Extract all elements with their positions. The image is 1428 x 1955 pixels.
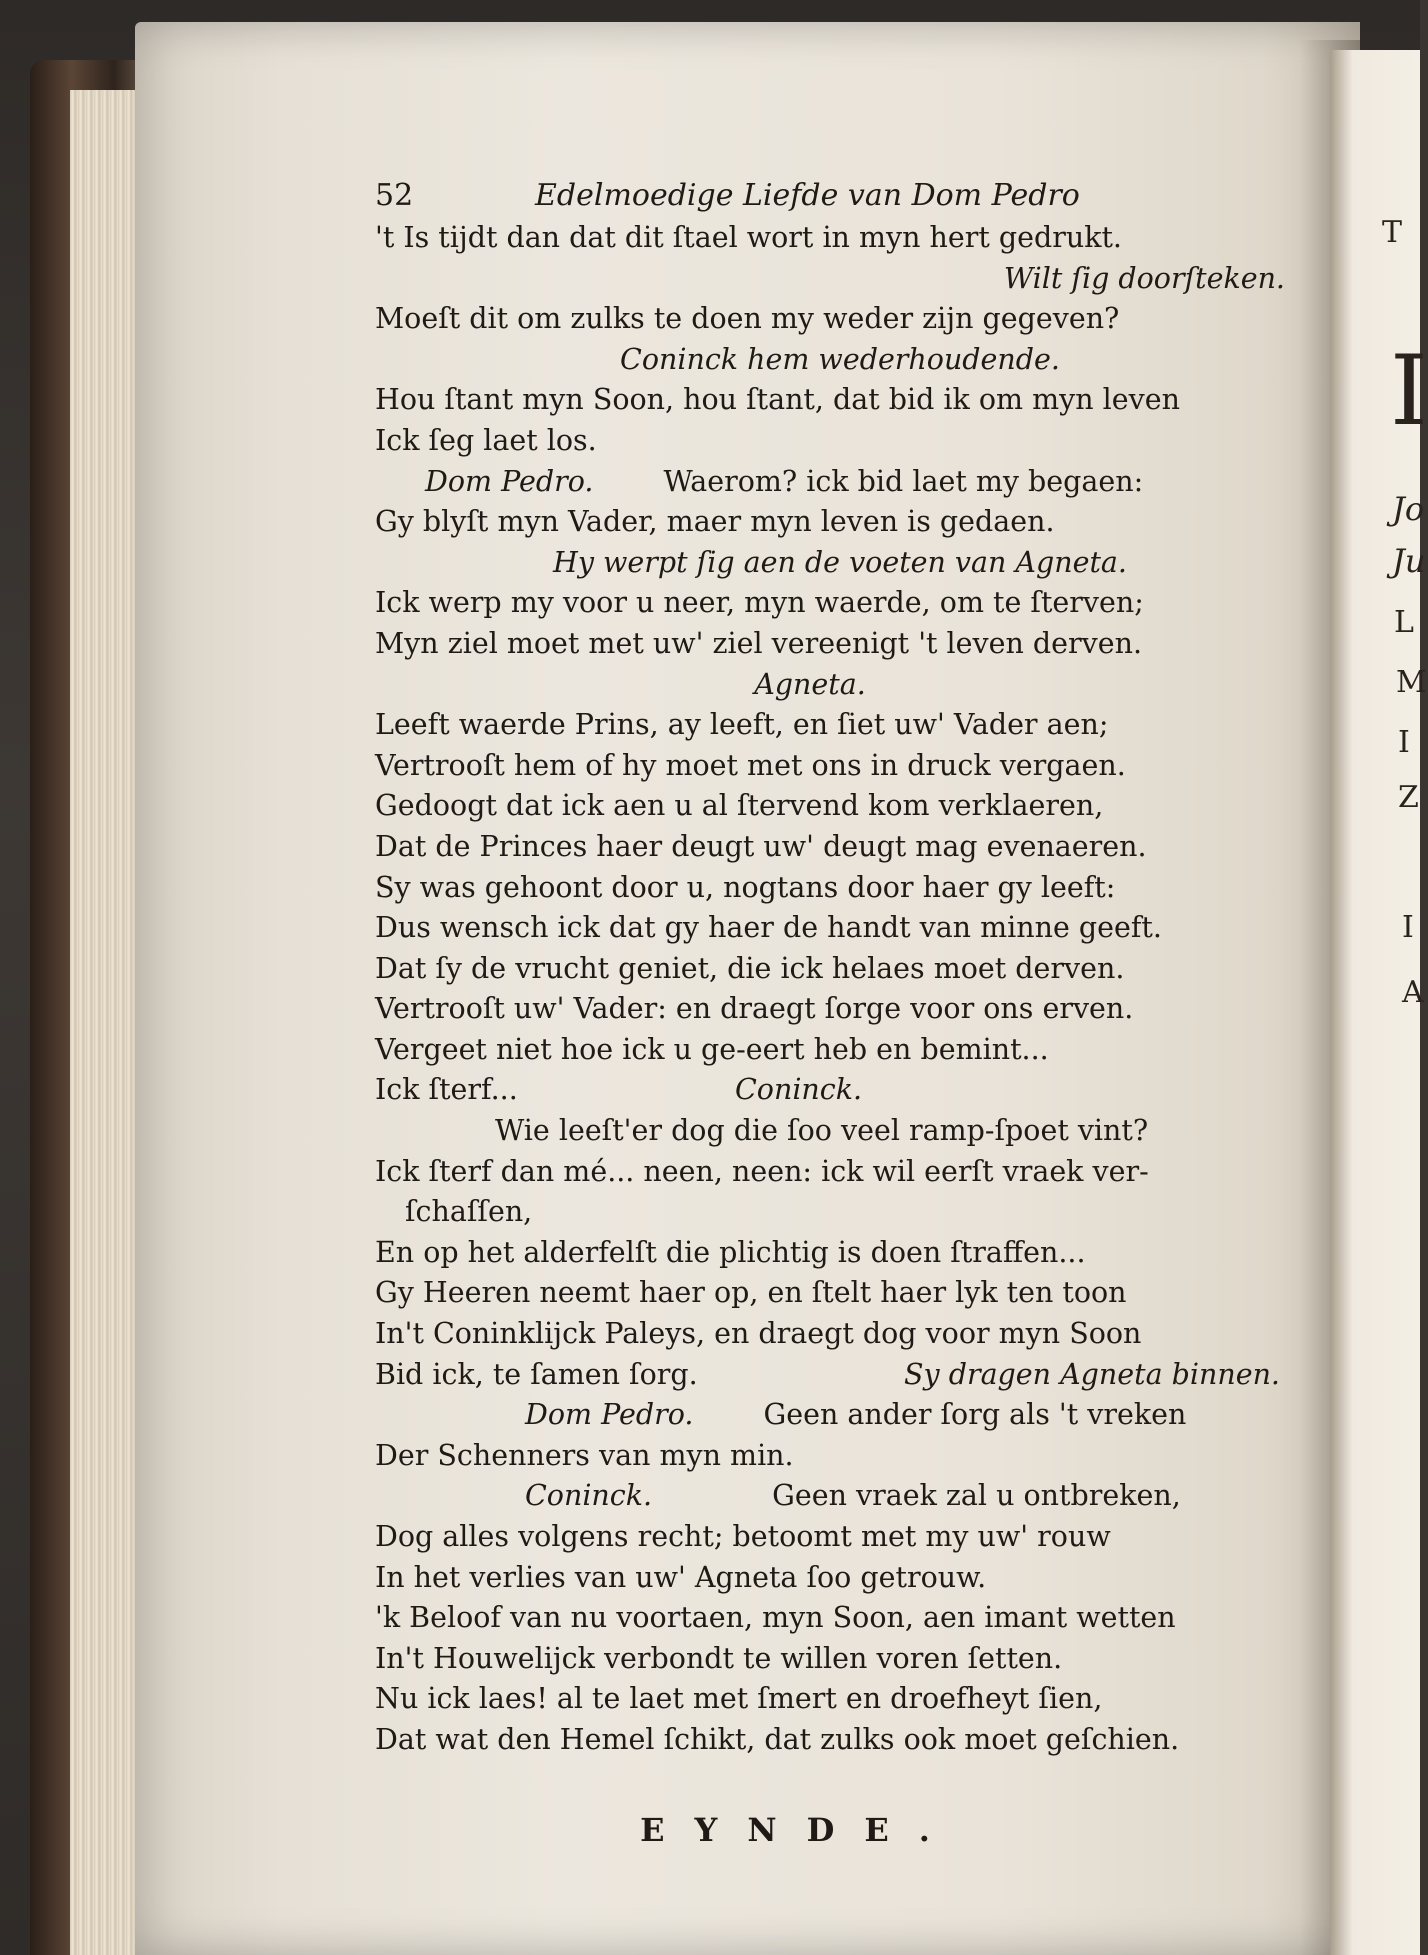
- speaker-name: Coninck.: [735, 1073, 863, 1107]
- facing-page: [1330, 50, 1428, 1955]
- verse-line: Sy was gehoont door u, nogtans door haer gy leeft:: [375, 870, 1116, 904]
- running-head: [375, 178, 1305, 218]
- facing-page-fragment: Z: [1398, 780, 1419, 815]
- verse-line: Vertrooſt uw' Vader: en draegt ſorge voor ons erven.: [375, 992, 1134, 1026]
- verse-text: Bid ick, te ſamen ſorg.: [375, 1357, 698, 1391]
- speaker-line: [375, 1395, 1305, 1436]
- verse-line: Gy blyſt myn Vader, maer myn leven is gedaen.: [375, 505, 1055, 539]
- facing-page-fragment: Ju: [1392, 542, 1426, 580]
- verse-text: Ick ſterf...: [375, 1073, 518, 1107]
- verse-line: Vergeet niet hoe ick u ge-eert heb en bemint...: [375, 1032, 1049, 1066]
- verse-line: Ick werp my voor u neer, myn waerde, om te ſterven;: [375, 586, 1144, 620]
- verse-line: 'k Beloof van nu voortaen, myn Soon, aen imant wetten: [375, 1601, 1176, 1635]
- verse-line: Dat wat den Hemel ſchikt, dat zulks ook moet geſchien.: [375, 1722, 1180, 1756]
- page-number: 52: [375, 178, 414, 213]
- verse-line: En op het alderfelſt die plichtig is doen ſtraffen...: [375, 1235, 1086, 1269]
- running-head-title: Edelmoedige Liefde van Dom Pedro: [535, 178, 1080, 213]
- facing-page-fragment: A: [1402, 975, 1424, 1010]
- verse-line: Dog alles volgens recht; betoomt met my uw' rouw: [375, 1520, 1111, 1553]
- stage-direction: Hy werpt ſig aen de voeten van Agneta.: [553, 545, 1127, 579]
- stage-direction: Sy dragen Agneta binnen.: [904, 1357, 1280, 1391]
- finis-mark: EYNDE.: [640, 1810, 960, 1849]
- verse-line: Dat de Princes haer deugt uw' deugt mag evenaeren.: [375, 829, 1147, 863]
- verse-line: Myn ziel moet met uw' ziel vereenigt 't leven derven.: [375, 626, 1143, 660]
- stage-direction: Coninck hem wederhoudende.: [620, 342, 1060, 376]
- verse-line: Leeft waerde Prins, ay leeft, en ſiet uw' Vader aen;: [375, 708, 1109, 742]
- verse-line: Ick ſterf dan mé... neen, neen: ick wil eerſt vraek ver-: [375, 1154, 1149, 1188]
- facing-page-fragment: T: [1382, 215, 1403, 250]
- facing-page-fragment: Jo: [1392, 490, 1425, 528]
- verse-text: Waerom? ick bid laet my begaen:: [663, 464, 1144, 498]
- verse-text: Geen vraek zal u ontbreken,: [772, 1479, 1181, 1513]
- verse-line: In het verlies van uw' Agneta ſoo getrouw.: [375, 1560, 987, 1594]
- verse-line: Wie leeſt'er dog die ſoo veel ramp-ſpoet vint?: [495, 1114, 1149, 1148]
- verse-line: Der Schenners van myn min.: [375, 1438, 794, 1472]
- facing-page-fragment: M: [1396, 665, 1427, 700]
- verse-line: Gy Heeren neemt haer op, en ſtelt haer lyk ten toon: [375, 1276, 1127, 1310]
- verse-line: Vertrooſt hem of hy moet met ons in druck vergaen.: [375, 748, 1126, 782]
- verse-text: Geen ander ſorg als 't vreken: [763, 1398, 1187, 1432]
- speaker-name: Coninck.: [525, 1479, 653, 1513]
- verse-line: Ick ſeg laet los.: [375, 423, 597, 457]
- verse-line: Gedoogt dat ick aen u al ſtervend kom verklaeren,: [375, 789, 1104, 823]
- speaker-name: Agneta.: [754, 667, 866, 701]
- verse-line: In't Houwelijck verbondt te willen voren ſetten.: [375, 1641, 1063, 1675]
- verse-with-speaker: [375, 1070, 1305, 1111]
- speaker-line: [375, 1476, 1305, 1517]
- verse-line: Dat ſy de vrucht geniet, die ick helaes moet derven.: [375, 951, 1125, 985]
- verse-line: ſchaſſen,: [405, 1195, 533, 1229]
- facing-page-fragment: I: [1390, 335, 1428, 447]
- verse-line: Nu ick laes! al te laet met ſmert en droefheyt ſien,: [375, 1682, 1103, 1716]
- verse-line: Moeſt dit om zulks te doen my weder zijn gegeven?: [375, 302, 1120, 336]
- verse-with-direction: [375, 1355, 1305, 1396]
- facing-page-fragment: L: [1394, 605, 1414, 640]
- stage-direction: Wilt ſig doorſteken.: [1003, 261, 1285, 295]
- page-text-block: [375, 178, 1305, 1849]
- speaker-line: [375, 462, 1305, 503]
- facing-page-fragment: I: [1398, 725, 1410, 760]
- facing-page-fragment: I: [1402, 910, 1414, 945]
- verse-line: 't Is tijdt dan dat dit ſtael wort in myn hert gedrukt.: [375, 221, 1122, 254]
- speaker-name: Dom Pedro.: [425, 464, 594, 498]
- verse-line: Dus wensch ick dat gy haer de handt van minne geeft.: [375, 911, 1162, 945]
- speaker-name: Dom Pedro.: [525, 1398, 694, 1432]
- verse-line: Hou ſtant myn Soon, hou ſtant, dat bid ik om myn leven: [375, 383, 1180, 417]
- verse-line: In't Coninklijck Paleys, en draegt dog voor myn Soon: [375, 1317, 1142, 1351]
